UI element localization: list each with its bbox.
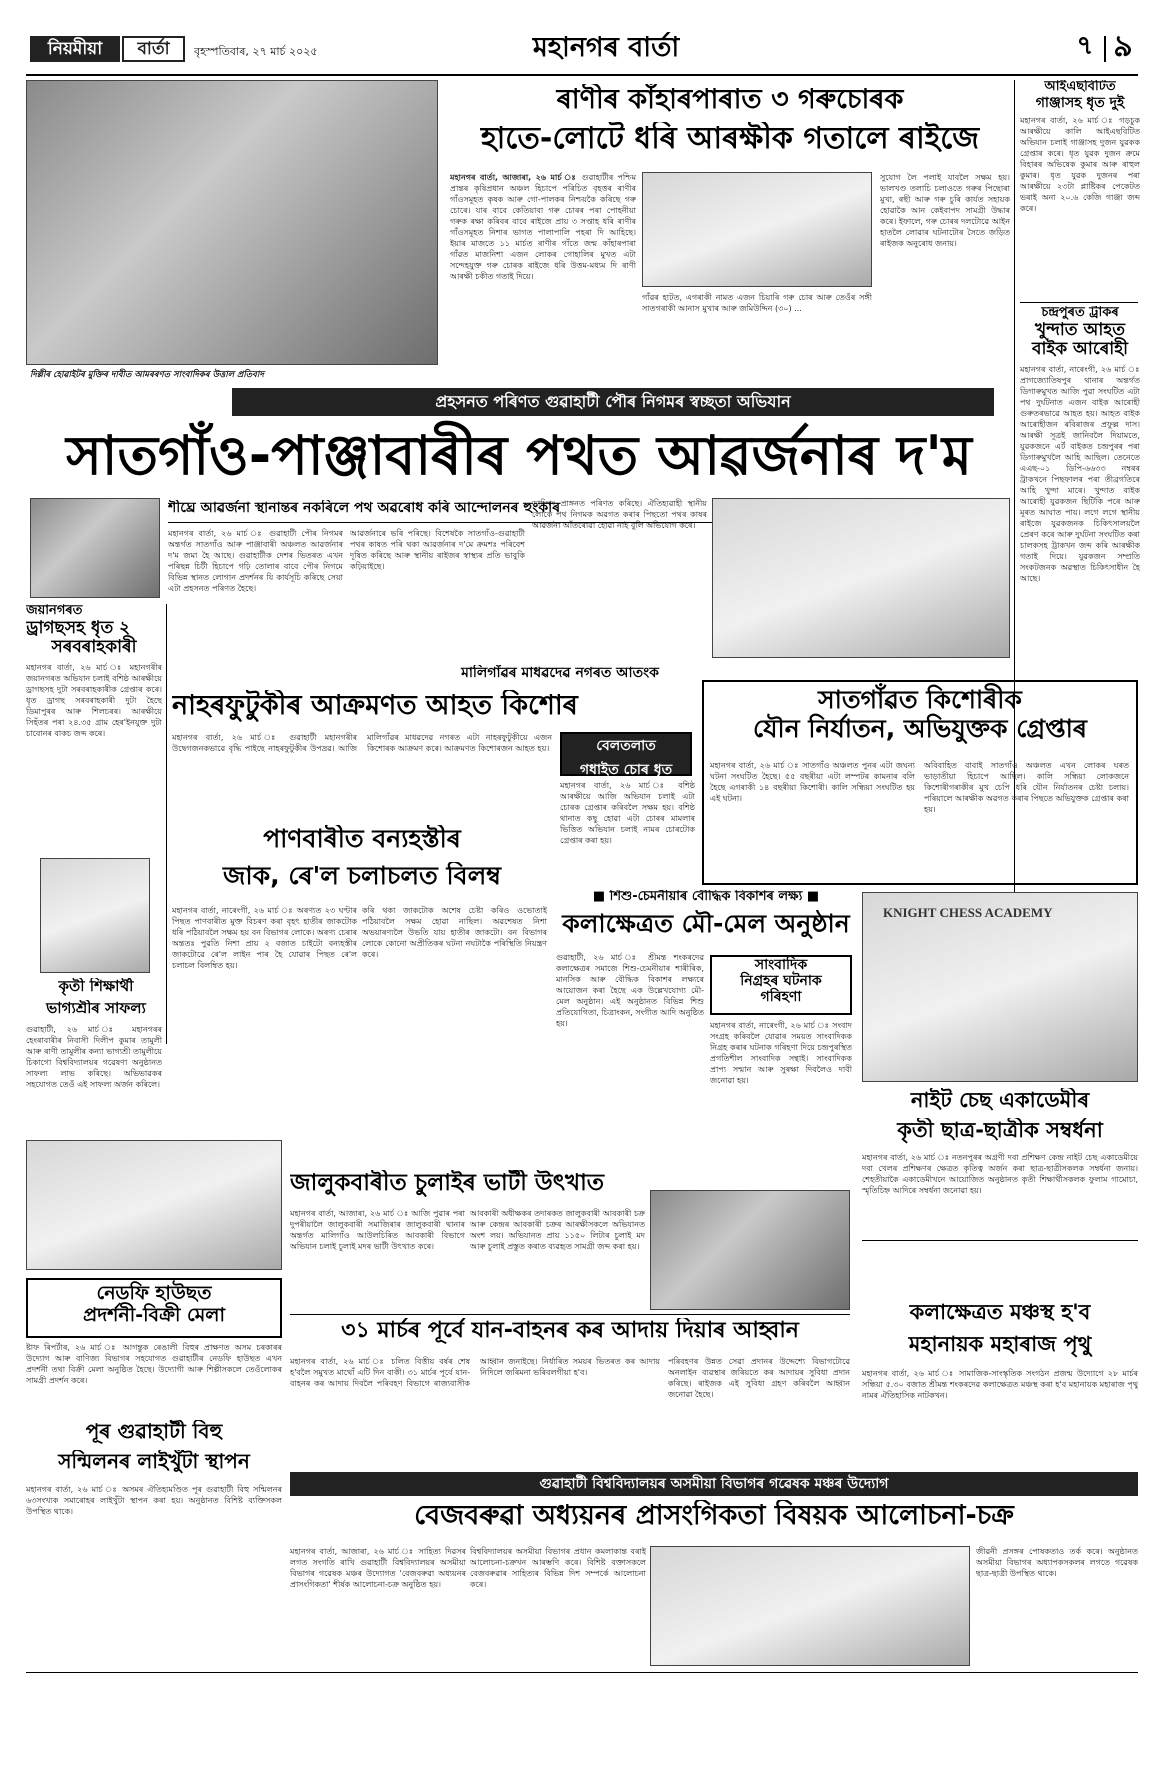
issue-date: বৃহস্পতিবাৰ, ২৭ মাৰ্চ ২০২৫ [194, 45, 318, 58]
satgaon-text-1: মহানগৰ বাৰ্তা, ২৬ মাৰ্চ ঃ সাতগাঁও অঞ্চলত পুনৰ এটা জঘন্য ঘটনা সংঘটিত হৈছে। ৫৫ বছৰীয়া এটা লম্পটৰ কামনাৰ বলি হৈছে এগৰাকী ১৪ বছৰীয়া কিশোৰী। কালি সন্ধিয়া সংঘটিত হয় এই ঘটনা। [710, 761, 915, 803]
prithu-headline-1: কলাক্ষেত্ৰত মঞ্চস্থ হ'ব [909, 1300, 1091, 1324]
garbage-text-3: ডাম্পিং প্ৰাঙ্গনত পৰিণত কৰিছে। ঐতিহ্যৱাহী স্থানীয় লোকে পথ নিগমক অৱগত কৰাৰ পিছতো পথৰ কাষৰ আৱৰ্জনা আঁতৰোৱা হোৱা নাই বুলি অভিযোগ কৰে। [532, 499, 707, 530]
jalukbari-headline: জালুকবাৰীত চুলাইৰ ভাটী উৎখাত [290, 1170, 605, 1196]
top-story-body [450, 172, 636, 384]
shishu-headline: কলাক্ষেত্ৰত মৌ-মেল অনুষ্ঠান [562, 910, 850, 938]
prithu-headline-2: মহানায়ক মহাৰাজ পৃথু [908, 1332, 1092, 1356]
jayanagar-story [26, 604, 162, 854]
paper-name-right: বাৰ্তা [122, 36, 185, 62]
journo-line1: সাংবাদিক [754, 957, 808, 973]
nedfi-photo [26, 1140, 282, 1270]
naharfutuki-text: মহানগৰ বাৰ্তা, ২৬ মাৰ্চ ঃ গুৱাহাটী মহানগৰীৰ উদ্বেগজনকভাৱে বৃদ্ধি পাইছে নাহৰফুটুকীৰ উপদ্ৰৱ। আজি মালিগাঁৱৰ মাধৱদেৱ নগৰত এটা নাহৰফুটুকীয়ে এজন কিশোৰক আক্ৰমণ কৰে। আক্ৰমণত কিশোৰজন আহত হয়। [172, 733, 552, 753]
jalukbari-photo [650, 1190, 850, 1310]
ganja-headline-a: আইএছবিটিত [1044, 80, 1116, 94]
kriti-title: কৃতী শিক্ষাৰ্থী [58, 978, 134, 995]
garbage-text-1: মহানগৰ বাৰ্তা, ২৬ মাৰ্চ ঃ গুৱাহাটী পৌৰ নিগমৰ অন্তৰ্গত সাতগাঁও আৰু পাঞ্জাবাৰী অঞ্চলত আৱৰ্জনাৰ দ'ম জমা হৈ আছে। গুৱাহাটীক দেশৰ ভিতৰত এখন পৰিছন্ন চিটী হিচাপে গঢ়ি তোলাৰ বাবে পৌৰ নিগমে বিভিন্ন স্থানত লোগান প্ৰদৰ্শনৰ যি কাৰ্যসূচি কৰিছে সেয়া এটা প্ৰহসনত পৰিণত হৈছে। [168, 529, 343, 593]
ganja-headline-b: গাঞ্জাসহ ধৃত দুই [1035, 94, 1125, 111]
beltola-line2: গধাইত চোৰ ধৃত [579, 762, 673, 778]
journo-line3: গৰিহণা [760, 989, 802, 1006]
nedfi-headline-1: নেডফি হাউছত [96, 1282, 212, 1304]
top-headline-2: হাতে-লোটে ধৰি আৰক্ষীক গতালে ৰাইজে [480, 122, 980, 156]
bezbarua-text-2: বিশ্ববিদ্যালয়ৰ অসমীয়া বিভাগৰ প্ৰধান কমলাকান্ত বৰাই আলোচনা-চক্ৰখন আৰম্ভণি কৰে। বিশিষ্ট বক্তাসকলে বেজবৰুৱাৰ সাহিত্যৰ বিভিন্ন দিশ সম্পৰ্কে আলোচনা কৰে। [470, 1547, 646, 1589]
ganja-story [1020, 80, 1140, 300]
panbari-text-2: কৰি থকা জাকটোক অশেষ চেষ্টা কৰিও ওভোতাই পঠিয়াবলৈ সক্ষম হোৱা নাছিল। অৱশেষত নিশা অভয়াৰণ্যলৈ উভতি যায় হাতীৰ জাকটো। বন বিভাগৰ লোকে কোনো অপ্ৰীতিকৰ ঘটনা নঘটাকৈ পৰিস্থিতি নিয়ন্ত্ৰণ কৰে। [362, 906, 547, 959]
protest-photo-caption: দিল্লীৰ হোৱাইটৰ মুক্তিৰ দাবীত আমৰৰণত সাংবাদিকৰ উত্তাল প্ৰতিবাদ [30, 370, 264, 380]
top-headline-1: ৰাণীৰ কাঁহাৰপাৰাত ৩ গৰুচোৰক [556, 84, 904, 115]
chess-headline-2: কৃতী ছাত্ৰ-ছাত্ৰীক সম্বৰ্ধনা [897, 1118, 1103, 1142]
top-story-photo2-caption: গাঁৱৰ হাটত, এগৰাকী নামত এজন চিয়াৰি গৰু চোৰ আৰু তেওঁৰ সঙ্গী সাতগৰাকী আনাস মুখাৰ আৰু জমিউদ্দিন (৩০) ... [642, 293, 872, 313]
beltola-box [560, 732, 692, 776]
kriti-text: গুৱাহাটী, ২৬ মাৰ্চ ঃ মহানগৰৰ হেংৰাবাৰীৰ নিবাসী দিলীপ কুমাৰ তামুলী আৰু ৰাণী তামুলীৰ কন্যা ভাগ্যশ্ৰী তামুলীয়ে চিকাগো বিশ্ববিদ্যালয়ৰ গৱেষণা অনুষ্ঠানত সাফল্য লাভ কৰিছে। অভিভাৱকৰ সহযোগত তেওঁ এই সাফল্য অৰ্জন কৰিলে। [26, 1025, 162, 1089]
paper-logo [30, 36, 185, 62]
truck-headline-c: বাইক আৰোহী [1031, 339, 1128, 360]
journo-text: মহানগৰ বাৰ্তা, নাৰেংগী, ২৬ মাৰ্চ ঃ সংবাদ সংগ্ৰহ কৰিবলৈ যোৱাৰ সময়ত সাংবাদিকক নিগ্ৰহ কৰাৰ ঘটনাক গৰিহণা দিয়ে চন্দ্ৰপুৰস্থিত প্ৰগতিশীল সাংবাদিক সন্থাই। সাংবাদিকক প্ৰাপ্য সন্মান আৰু সুৰক্ষা দিবলৈও দাবী জনোৱা হয়। [710, 1021, 852, 1085]
truck-text: মহানগৰ বাৰ্তা, নাৰেংগী, ২৬ মাৰ্চ ঃ প্ৰাগজ্যোতিষপুৰ থানাৰ অন্তৰ্গত ডিগাৰুমুখত আজি পুৱা সংঘটিত এটা পথ দুৰ্ঘটনাত এজন বাইক আৰোহী গুৰুতৰভাৱে আহত হয়। আহত বাইক আৰোহীজন ৰবিৰাজৰ প্ৰফুল্ল দাস। আৰক্ষী সূত্ৰই জানিবলৈ দিয়ামতে, যুৱকজনে এৰ্ট বাইকত চন্দ্ৰপুৰৰ পৰা ডিগাৰুমুখলৈ আহি আছিল। তেনেতে এএছ-০১ ডিপি-৬৬৩৩ নম্বৰৰ ট্ৰাকখনে পিছফালৰ পৰা তীব্ৰগতিৰে আহি খুন্দা মাৰে। খুন্দাত বাইক আৰোহী যুৱকজন ছিটিকি পৰে আৰু মূৰত আঘাত পায়। লগে লগে স্থানীয় ৰাইজে যুৱকজনক চিকিৎসালয়লৈ প্ৰেৰণ কৰে আৰু দুৰ্ঘটনা সংঘটিত কৰা চালকসহ ট্ৰাকখন জব্দ কৰি আৰক্ষীক গতাই দিয়ে। যুৱকজন সম্প্ৰতি সংকটজনক অৱস্থাত চিকিৎসাধীন হৈ আছে। [1020, 365, 1140, 584]
top-story-dateline: মহানগৰ বাৰ্তা, আজাৰা, ২৬ মাৰ্চ ঃ [450, 173, 578, 182]
seminar-photo [650, 1546, 970, 1666]
bezbarua-headline: বেজবৰুৱা অধ্যয়নৰ প্ৰাসংগিকতা বিষয়ক আলোচনা-চক্ৰ [414, 1500, 1014, 1531]
chess-text: মহানগৰ বাৰ্তা, ২৬ মাৰ্চ ঃ নতনপুৰৰ অগ্ৰণী দবা প্ৰশিক্ষণ কেন্দ্ৰ নাইট চেছ একাডেমীয়ে দবা খেলৰ প্ৰশিক্ষণৰ ক্ষেত্ৰত কৃতিত্ব অৰ্জন কৰা ছাত্ৰ-ছাত্ৰীসকলক সম্বৰ্ধনা জনায়। শেহতীয়াকৈ একাডেমীখনে আয়োজিত অনুষ্ঠানত কৃতী শিক্ষাৰ্থীসকলক ফুলাম গামোচা, স্মৃতিচিহ্ন আদিৰে সম্বৰ্ধনা জনোৱা হয়। [862, 1153, 1138, 1195]
panbari-text-1: মহানগৰ বাৰ্তা, নাৰেংগী, ২৬ মাৰ্চ ঃ অৰণ্যত ২৩ ঘণ্টাৰ পিছত পাণবাৰীত মুক্ত বিচৰণ কৰা বৃহৎ হাতীৰ জাকটোক ধৰি পঠিয়াবলৈ সক্ষম হয় বন বিভাগৰ লোকে। অৰণ্য চেৰাৰ অন্ততঃ পুৱতি নিশা প্ৰায় ২ বজাত চাইটো বন্যহস্তীৰ জাকটোৱে ৰে'ল লাইন পাৰ হৈ যোৱাৰ পিছত ৰে'ল চলাচল বিলম্বিত হয়। [172, 906, 357, 970]
section-title: মহানগৰ বাৰ্তা [532, 32, 680, 63]
jalukbari-text-1: মহানগৰ বাৰ্তা, আজাৰা, ২৬ মাৰ্চ ঃ আজি পুৱাৰ পৰা দুপৰীয়ালৈ জালুকবাৰী সমাজিৰাৰ জালুকবাৰী থানাৰ অন্তৰ্গত মালিগাঁও আউলচিৰিত আবকাৰী বিভাগে অভিযান চলাই চুলাই মদৰ ভাটী উৎখাত কৰে। [290, 1209, 465, 1251]
chess-headline-1: নাইট চেছ একাডেমীৰ [910, 1088, 1090, 1112]
beltola-line1: বেলতলাত [596, 738, 656, 754]
kriti-headline: ভাগ্যশ্ৰীৰ সাফল্য [46, 1000, 146, 1017]
gu-banner: গুৱাহাটী বিশ্ববিদ্যালয়ৰ অসমীয়া বিভাগৰ গৱেষক মঞ্চৰ উদ্যোগ [290, 1472, 1138, 1496]
shishu-text: গুৱাহাটী, ২৬ মাৰ্চ ঃ শ্ৰীমন্ত শংকৰদেৱ কলাক্ষেত্ৰৰ সমাজে শিশু-চেমনীয়াৰ শাৰীৰিক, মানসিক আৰু বৌদ্ধিক বিকাশৰ লক্ষ্যৰে আয়োজন কৰা হৈছে এক উল্লেখযোগ্য মৌ-মেল অনুষ্ঠান। এই অনুষ্ঠানত বিভিন্ন শিশু প্ৰতিযোগিতা, চিত্ৰাংকন, সংগীত আদি অনুষ্ঠিত হয়। [556, 953, 704, 1028]
bezbarua-text-1: মহানগৰ বাৰ্তা, আজাৰা, ২৬ মাৰ্চ ঃ সাহিত্য দিৱসৰ লগত সংগতি ৰাখি গুৱাহাটী বিশ্ববিদ্যালয়ৰ অসমীয়া বিভাগৰ গৱেষক মঞ্চৰ উদ্যোগত 'বেজবৰুৱা অধ্যয়নৰ প্ৰাসংগিকতা' শীৰ্ষক আলোচনা-চক্ৰ অনুষ্ঠিত হয়। [290, 1547, 466, 1589]
jayanagar-headline-1: ড্ৰাগছসহ ধৃত ২ [26, 617, 131, 638]
satgaon-text-2: অবিবাহিত বাবাই সাতগাঁও অঞ্চলত এখন লোকৰ ঘৰত ভাড়াতীয়া হিচাপে আছিল। কালি সন্ধিয়া লোকজনে কিশোৰীগৰাকীৰ মুখ চেপি ধৰি যৌন নিৰ্যাতনৰ চেষ্টা চলায়। পৰিয়ালে আৰক্ষীক অৱগত কৰাৰ পিছতে অভিযুক্তক গ্ৰেপ্তাৰ কৰা হয়। [924, 761, 1129, 814]
bihu-headline-2: সন্মিলনৰ লাইখুঁটা স্থাপন [58, 1450, 250, 1473]
journo-box [710, 955, 852, 1015]
malegaon-kicker: মালিগাঁৱৰ মাধৱদেৱ নগৰত আতংক [461, 665, 659, 681]
top-story-text: গুৱাহাটীৰ পশ্চিম প্ৰান্তৰ কৃষিপ্ৰধান অঞ্চল হিচাপে পৰিচিত বৃহত্তৰ ৰাণীৰ গাঁওসমূহত কৃষক আৰু গো-পালকৰ নিশ্চয়কৈ কৰিছে গৰু চোৰে। যাৰ বাবে কেতিয়াবা গৰু চোৰৰ পৰা পোহনীয়া গৰুক ৰক্ষা কৰিবৰ বাবে ৰাইজে প্ৰায় ৩ সপ্তাহ ধৰি ৰাণীৰ গাঁওসমূহত নিশাৰ ভাগত পালাপালি পহৰা দি আহিছে। ইয়াৰ মাজতে ১১ মাৰ্চত ৰাণীৰ গাঁতে জন্ম কাঁহাৰপাৰা গাঁৱত মাজনিশা এজন লোকৰ গোহালিৰ মুখত এটা সন্দেহযুক্ত গৰু চোৰক ৰাইজে ধৰি উত্তম-মধ্যম দি ৰাণী আৰক্ষী চকীত গতাই দিয়ে। [450, 173, 636, 281]
page-number-a: ৭ [1076, 32, 1094, 61]
police-photo [642, 172, 872, 287]
bezbarua-text-3: জীৱনী প্ৰসঙ্গৰ পোষকতাও তৰ্ক কৰে। অনুষ্ঠানত অসমীয়া বিভাগৰ অধ্যাপকসকলৰ লগতে গৱেষক ছাত্ৰ-ছাত্ৰী উপস্থিত থাকে। [976, 1547, 1138, 1578]
tax-text-1: মহানগৰ বাৰ্তা, ২৬ মাৰ্চ ঃ চলিত বিত্তীয় বৰ্ষৰ শেষ হ'বলৈ সমুখত মাথোঁ এটি দিন বাকী। ৩১ মাৰ্চৰ পূৰ্বে যান-বাহনৰ কৰ আদায় দিবলৈ পৰিবহণ বিভাগে ৰাজ্যবাসীক আহ্বান জনাইছে। নিৰ্ধাৰিত সময়ৰ ভিতৰত কৰ আদায় নিদিলে জৰিমনা ভৰিবলগীয়া হ'ব। [290, 1357, 660, 1388]
page-number-b: ৯ [1113, 30, 1133, 64]
protest-photo [26, 80, 438, 365]
tax-text-2: পৰিবহণৰ উন্নত সেৱা প্ৰদানৰ উদ্দেশ্যে বিভাগটোৱে অনলাইন ব্যৱস্থাৰ জৰিয়তে কৰ আদায়ৰ সুবিধা প্ৰদান কৰিছে। ৰাইজক এই সুবিধা গ্ৰহণ কৰিবলৈ আহ্বান জনোৱা হৈছে। [668, 1357, 850, 1399]
nedfi-text: ষ্টাফ ৰিপৰ্টাৰ, ২৬ মাৰ্চ ঃ আগন্তুক ৰেঙালী বিহুৰ প্ৰাক্ষণত অসম চৰকাৰৰ উদ্যোগ আৰু বাণিজ্য বিভাগৰ সহযোগত গুৱাহাটীৰ নেডফি হাউছত এখন প্ৰদৰ্শনী তথা বিক্ৰী মেলা অনুষ্ঠিত হৈছে। উদ্যোগী আৰু শিল্পীসকলে তেওঁলোকৰ সামগ্ৰী প্ৰদৰ্শন কৰে। [26, 1343, 282, 1385]
bihu-headline-1: পূৰ গুৱাহাটী বিহু [85, 1420, 223, 1443]
prithu-text: মহানগৰ বাৰ্তা, ২৬ মাৰ্চ ঃ সামাজিক-সাংস্কৃতিক সংগঠন প্ৰজন্ম উদ্যোগে ২৮ মাৰ্চৰ সন্ধিয়া ৫.৩০ বজাত শ্ৰীমন্ত শংকৰদেৱ কলাক্ষেত্ৰত মঞ্চস্থ কৰা হ'ব মহানায়ক মহাৰাজ পৃথু নামৰ ঐতিহাসিক নাটকখন। [862, 1369, 1138, 1400]
satgaon-headline-1: সাতগাঁৱত কিশোৰীক [818, 685, 1022, 714]
tax-headline: ৩১ মাৰ্চৰ পূৰ্বে যান-বাহনৰ কৰ আদায় দিয়াৰ আহ্বান [341, 1318, 799, 1343]
garbage-text-2: আৱৰ্জনাৰে ভৰি পৰিছে। বিশেষকৈ সাতগাঁও-গুৱাহাটী পথৰ কাষত পৰি থকা আৱৰ্জনাৰ দ'মে ক্ৰমশঃ পৰিবেশ দূষিত কৰিছে আৰু স্থানীয় ৰাইজৰ স্বাস্থ্যৰ প্ৰতি ভাবুকি কঢ়িয়াইছে। [350, 529, 525, 571]
shishu-kicker: ■ শিশু-চেমনীয়াৰ বৌদ্ধিক বিকাশৰ লক্ষ্য ■ [592, 890, 820, 904]
jalukbari-text-2: আবকাৰী অধীক্ষকৰ তদাৰকত জালুকবাৰী আবকাৰী চক্ৰ আৰু কেন্দ্ৰৰ আবকাৰী চক্ৰৰ আৰক্ষীসকলে অভিযানত অংশ লয়। অভিযানত প্ৰায় ১১৫০ লিটাৰ চুলাই মদ আৰু চুলাই প্ৰস্তুত কৰাত ব্যৱহৃত সামগ্ৰী জব্দ কৰা হয়। [470, 1209, 645, 1251]
bihu-text: মহানগৰ বাৰ্তা, ২৬ মাৰ্চ ঃ অসমৰ ঐতিহ্যমণ্ডিত পূৰ গুৱাহাটী বিহু সন্মিলনৰ ৬৩সংখ্যক সমাৰোহৰ লাইখুঁটা স্থাপন কৰা হয়। অনুষ্ঠানত বিশিষ্ট ব্যক্তিসকল উপস্থিত থাকে। [26, 1485, 282, 1516]
top-story-body-2: সুযোগ লৈ পলাই যাবলৈ সক্ষম হয়। ভালখণ্ড তলাচি চলাওতে গৰুৰ পিছোৰা মুখা, ৰছী আৰু গৰু চুৰি কাৰ্যত সহায়ক হোৱাকৈ আন কেইবাপদ সামগ্ৰী উদ্ধাৰ কৰে। ইফালে, গৰু চোৰৰ দলটোৱে আইন হাতলৈ লোৱাৰ ঘটনাটোৰ সৈতে জড়িত ৰাইজক অনুৰোধ জনায়। [880, 173, 1010, 248]
journo-line2: নিগ্ৰহৰ ঘটনাক [740, 973, 822, 990]
truck-headline-b: খুন্দাত আহত [1035, 319, 1125, 340]
chess-academy-photo [862, 892, 1138, 1082]
panbari-headline-2: জাক, ৰে'ল চলাচলত বিলম্ব [223, 862, 501, 890]
garbage-subheadline: শীঘ্ৰে আৱৰ্জনা স্থানান্তৰ নকৰিলে পথ অৱৰোধ কৰি আন্দোলনৰ হুংকাৰ [168, 500, 561, 516]
cleanliness-banner: প্ৰহসনত পৰিণত গুৱাহাটী পৌৰ নিগমৰ স্বচ্ছতা অভিযান [232, 388, 994, 416]
beltola-text: মহানগৰ বাৰ্তা, ২৬ মাৰ্চ ঃ বশিষ্ঠ আৰক্ষীয়ে আজি অভিযান চলাই এটা চোৰক গ্ৰেপ্তাৰ কৰিবলৈ সক্ষম হয়। বশিষ্ঠ থানাত কছু হোৱা এটা চোৰৰ মামলাৰ ভিত্তিত অভিযান চলাই নামৰ চোৰটোক গ্ৰেপ্তাৰ কৰা হয়। [560, 781, 695, 845]
chess-sign: KNIGHT CHESS ACADEMY [883, 905, 1053, 920]
jayanagar-headline-2: সৰবৰাহকাৰী [51, 637, 137, 658]
satgaon-headline-2: যৌন নিৰ্যাতন, অভিযুক্তক গ্ৰেপ্তাৰ [753, 713, 1087, 743]
garbage-photo [712, 498, 1010, 658]
naharfutuki-headline: নাহৰফুটুকীৰ আক্ৰমণত আহত কিশোৰ [172, 690, 578, 721]
student-photo [40, 858, 150, 973]
nedfi-headline-box [26, 1278, 282, 1338]
paper-name-left: নিয়মীয়া [30, 36, 120, 62]
truck-headline-a: চন্দ্ৰপুৰত ট্ৰাকৰ [1041, 306, 1119, 320]
protest-group-photo [30, 498, 160, 598]
panbari-headline-1: পাণবাৰীত বন্যহস্তীৰ [263, 825, 461, 853]
satgaon-box [702, 680, 1138, 885]
jayanagar-text: মহানগৰ বাৰ্তা, ২৬ মাৰ্চ ঃ মহানগৰীৰ জয়ানগৰত অভিযান চলাই বশিষ্ঠ আৰক্ষীয়ে ড্ৰাগছসহ দুটা সৰবৰাহকাৰীক গ্ৰেপ্তাৰ কৰে। ধৃত ড্ৰাগছ সৰবৰাহকাৰী দুটা হৈছে ডিমাপুৰৰ আৰু শিলচৰৰ। আৰক্ষীয়ে সিহঁতৰ পৰা ২৪.৩৫ গ্ৰাম হেৰ'ইনযুক্ত দুটা চাবোনৰ বাকচ জব্দ কৰে। [26, 663, 162, 739]
jayanagar-kicker: জয়ানগৰত [26, 604, 83, 618]
masthead [26, 14, 1138, 74]
ganja-text: মহানগৰ বাৰ্তা, ২৬ মাৰ্চ ঃ গড়চুক আৰক্ষীয়ে কালি আইএছবিটিত অভিযান চলাই গাঞ্জাসহ দুজন যুৱকক গ্ৰেপ্তাৰ কৰে। ধৃত যুৱক দুজন ক্ৰমে বিহাৰৰ অভিষেক কুমাৰ আৰু ৰাহুল কুমাৰ। ধৃত যুৱক দুজনৰ পৰা আৰক্ষীয়ে ২৩টা প্লাষ্টিকৰ পেকেটত ভৰাই অনা ২০.৬ কেজি গাঞ্জা জব্দ কৰে। [1020, 116, 1140, 214]
garbage-headline: সাতগাঁও-পাঞ্জাবাৰীৰ পথত আৱৰ্জনাৰ দ'ম [66, 424, 972, 487]
nedfi-headline-2: প্ৰদৰ্শনী-বিক্ৰী মেলা [83, 1303, 225, 1326]
